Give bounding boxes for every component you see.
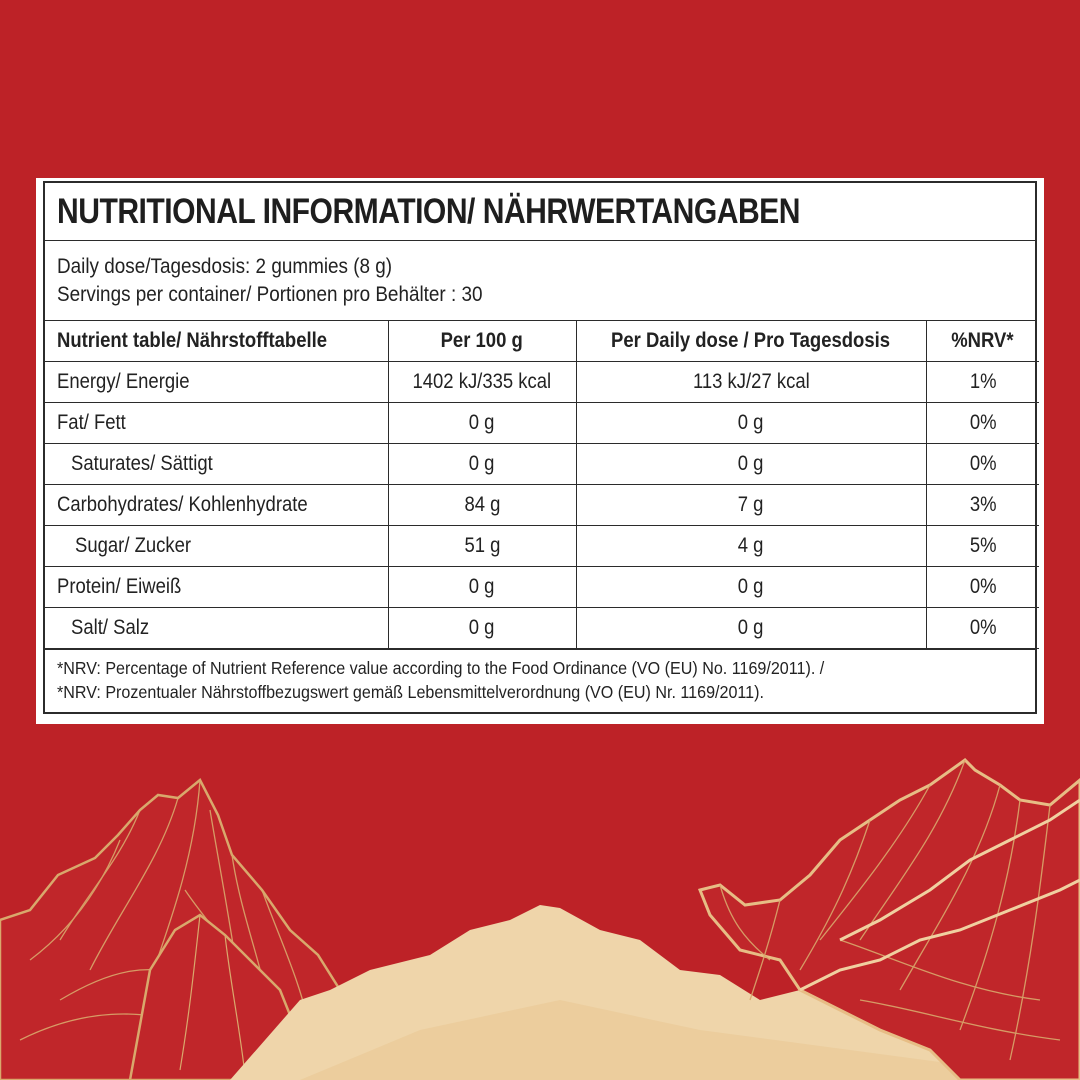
table-row: [45, 362, 1039, 403]
per-100g-value: 51 g: [388, 526, 576, 567]
nrv-value: 0%: [926, 444, 1039, 485]
per-100g-value: 0 g: [388, 444, 576, 485]
per-100g-value: 0 g: [388, 608, 576, 649]
daily-value: 4 g: [576, 526, 926, 567]
footnote-en: *NRV: Percentage of Nutrient Reference value according to the Food Ordinance (VO (EU) No. 1169/2011). /: [57, 658, 825, 678]
nutrient-name: Carbohydrates/ Kohlenhydrate: [45, 485, 388, 526]
header-per-100g: Per 100 g: [388, 321, 576, 362]
nutrition-table-frame: [43, 181, 1037, 714]
daily-value: 0 g: [576, 567, 926, 608]
dose-info: [45, 241, 1035, 321]
nutrient-name: Fat/ Fett: [45, 403, 388, 444]
nutrition-panel: [36, 178, 1044, 724]
nrv-value: 5%: [926, 526, 1039, 567]
daily-value: 7 g: [576, 485, 926, 526]
daily-value: 0 g: [576, 403, 926, 444]
per-100g-value: 1402 kJ/335 kcal: [388, 362, 576, 403]
footnote-de: *NRV: Prozentualer Nährstoffbezugswert gemäß Lebensmittelverordnung (VO (EU) Nr. 1169/2011).: [57, 682, 764, 702]
nutrient-name: Energy/ Energie: [45, 362, 388, 403]
nrv-value: 1%: [926, 362, 1039, 403]
table-row: [45, 444, 1039, 485]
table-row: [45, 526, 1039, 567]
nutrient-name: Saturates/ Sättigt: [45, 444, 388, 485]
daily-value: 113 kJ/27 kcal: [576, 362, 926, 403]
footnote: [45, 649, 1035, 712]
per-100g-value: 84 g: [388, 485, 576, 526]
nutrient-name: Sugar/ Zucker: [45, 526, 388, 567]
daily-value: 0 g: [576, 608, 926, 649]
nrv-value: 0%: [926, 567, 1039, 608]
nutrient-table: [45, 321, 1039, 649]
table-row: [45, 485, 1039, 526]
per-100g-value: 0 g: [388, 567, 576, 608]
table-row: [45, 403, 1039, 444]
table-header-row: [45, 321, 1039, 362]
daily-value: 0 g: [576, 444, 926, 485]
table-row: [45, 608, 1039, 649]
per-100g-value: 0 g: [388, 403, 576, 444]
table-row: [45, 567, 1039, 608]
daily-dose-text: Daily dose/Tagesdosis: 2 gummies (8 g): [57, 255, 393, 278]
nutrient-name: Protein/ Eiweiß: [45, 567, 388, 608]
nrv-value: 0%: [926, 608, 1039, 649]
nrv-value: 3%: [926, 485, 1039, 526]
servings-text: Servings per container/ Portionen pro Behälter : 30: [57, 283, 483, 306]
nutrition-title: NUTRITIONAL INFORMATION/ NÄHRWERTANGABEN: [45, 183, 1035, 241]
mountain-illustration: [0, 740, 1080, 1080]
header-per-daily-dose: Per Daily dose / Pro Tagesdosis: [576, 321, 926, 362]
nrv-value: 0%: [926, 403, 1039, 444]
header-nutrient: Nutrient table/ Nährstofftabelle: [45, 321, 388, 362]
header-nrv: %NRV*: [926, 321, 1039, 362]
nutrient-name: Salt/ Salz: [45, 608, 388, 649]
